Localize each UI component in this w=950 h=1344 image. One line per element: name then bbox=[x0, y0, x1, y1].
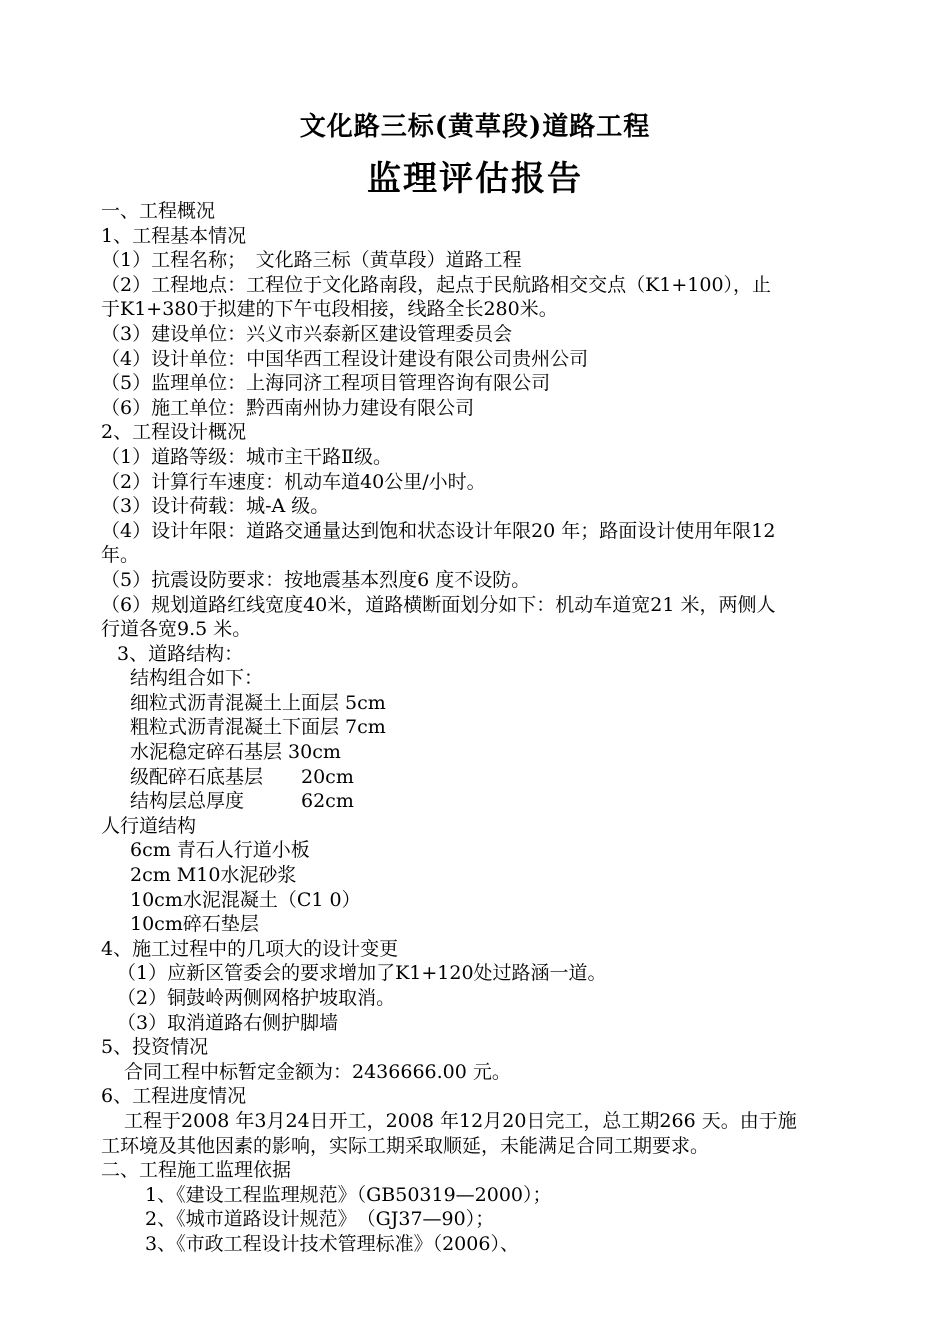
sidewalk-layer: 6cm 青石人行道小板 bbox=[130, 839, 310, 862]
design-item-width-cont: 行道各宽9.5 米。 bbox=[101, 618, 252, 641]
change-item: （1）应新区管委会的要求增加了K1+120处过路涵一道。 bbox=[117, 962, 607, 985]
subsection-heading-investment: 5、投资情况 bbox=[101, 1036, 209, 1059]
sidewalk-layer: 2cm M10水泥砂浆 bbox=[130, 864, 297, 887]
design-item-width: （6）规划道路红线宽度40米，道路横断面划分如下：机动车道宽21 米，两侧人 bbox=[101, 593, 776, 616]
document-title: 文化路三标(黄草段)道路工程 bbox=[299, 112, 651, 142]
design-item-seismic: （5）抗震设防要求：按地震基本烈度6 度不设防。 bbox=[101, 568, 531, 591]
basic-item-name: （1）工程名称； 文化路三标（黄草段）道路工程 bbox=[101, 249, 522, 272]
structure-intro: 结构组合如下： bbox=[130, 667, 264, 690]
structure-layer: 粗粒式沥青混凝土下面层 7cm bbox=[130, 716, 386, 739]
design-item-grade: （1）道路等级：城市主干路Ⅱ级。 bbox=[101, 445, 393, 468]
subsection-heading-progress: 6、工程进度情况 bbox=[101, 1085, 247, 1108]
sidewalk-layer: 10cm水泥混凝土（C1 0） bbox=[130, 888, 361, 911]
progress-text: 工程于2008 年3月24日开工，2008 年12月20日完工，总工期266 天。由于施 bbox=[124, 1109, 797, 1132]
design-item-life-cont: 年。 bbox=[101, 544, 140, 567]
section-heading-overview: 一、工程概况 bbox=[101, 200, 216, 222]
structure-layer: 水泥稳定碎石基层 30cm bbox=[130, 741, 341, 764]
progress-text-cont: 工环境及其他因素的影响，实际工期采取顺延，未能满足合同工期要求。 bbox=[101, 1134, 710, 1157]
basis-item: 3、《市政工程设计技术管理标准》（2006）、 bbox=[145, 1232, 519, 1255]
section-heading-basis: 二、工程施工监理依据 bbox=[101, 1159, 292, 1182]
document-subtitle: 监理评估报告 bbox=[367, 159, 583, 199]
subsection-heading-structure: 3、道路结构： bbox=[117, 642, 244, 665]
change-item: （2）铜鼓岭两侧网格护坡取消。 bbox=[117, 987, 396, 1009]
subsection-heading-basic: 1、工程基本情况 bbox=[101, 224, 247, 247]
document-body bbox=[101, 199, 891, 1257]
basic-item-location-cont: 于K1+380于拟建的下午屯段相接，线路全长280米。 bbox=[101, 298, 558, 321]
basis-item: 1、《建设工程监理规范》（GB50319—2000）； bbox=[145, 1183, 552, 1206]
design-item-life: （4）设计年限：道路交通量达到饱和状态设计年限20 年；路面设计使用年限12 bbox=[101, 519, 776, 542]
basic-item-designer: （4）设计单位：中国华西工程设计建设有限公司贵州公司 bbox=[101, 347, 589, 370]
change-item: （3）取消道路右侧护脚墙 bbox=[117, 1011, 339, 1034]
basis-item: 2、《城市道路设计规范》 （GJ37—90）； bbox=[145, 1208, 495, 1231]
basic-item-contractor: （6）施工单位：黔西南州协力建设有限公司 bbox=[101, 396, 475, 419]
design-item-load: （3）设计荷载：城-A 级。 bbox=[101, 495, 330, 518]
structure-layer: 细粒式沥青混凝土上面层 5cm bbox=[130, 691, 386, 714]
sidewalk-layer: 10cm碎石垫层 bbox=[130, 913, 259, 936]
subsection-heading-changes: 4、施工过程中的几项大的设计变更 bbox=[101, 937, 399, 960]
basic-item-owner: （3）建设单位：兴义市兴泰新区建设管理委员会 bbox=[101, 322, 513, 345]
structure-layer: 级配碎石底基层 20cm bbox=[130, 765, 354, 788]
sidewalk-heading: 人行道结构 bbox=[101, 814, 197, 837]
design-item-speed: （2）计算行车速度：机动车道40公里/小时。 bbox=[101, 470, 486, 493]
basic-item-supervisor: （5）监理单位：上海同济工程项目管理咨询有限公司 bbox=[101, 372, 551, 395]
investment-text: 合同工程中标暂定金额为：2436666.00 元。 bbox=[124, 1060, 511, 1083]
subsection-heading-design: 2、工程设计概况 bbox=[101, 421, 247, 444]
basic-item-location: （2）工程地点：工程位于文化路南段，起点于民航路相交交点（K1+100），止 bbox=[101, 273, 772, 296]
structure-layer: 结构层总厚度 62cm bbox=[130, 790, 354, 813]
